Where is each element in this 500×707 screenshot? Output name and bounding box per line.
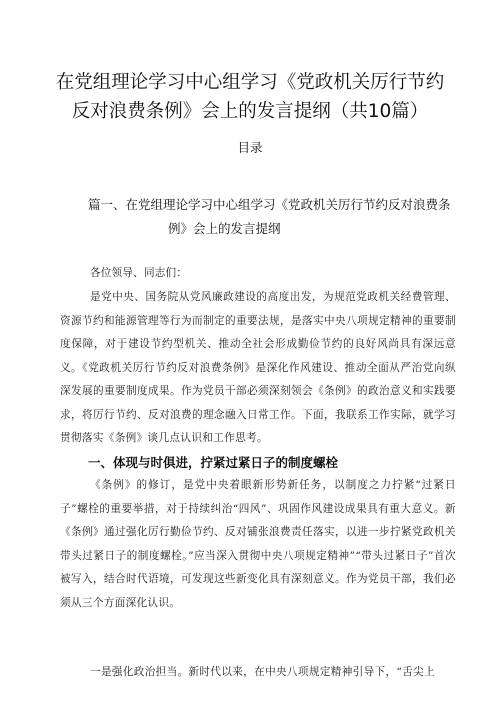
toc-heading: 目录 bbox=[237, 140, 263, 155]
title-line-1: 在党组理论学习中心组学习《党政机关厉行节约 bbox=[55, 72, 445, 93]
toc-entry-line-2: 例》会上的发言提纲 bbox=[168, 221, 281, 236]
title-line-2: 反对浪费条例》会上的发言提纲（共10篇） bbox=[71, 101, 429, 122]
paragraph-intro: 是党中央、国务院从党风廉政建设的高度出发，为规范党政机关经费管理、资源节约和能源管理等行为而制定的重要法规，是落实中央八项规定精神的重要制度保障，对于建设节约型机关、推动全社会形成勤俭节约的良好风尚具有深远意义。《党政机关厉行节约反对浪费条例》是深化作风建设、推动全面从严治党向纵深发展的重要制度成果。作为党员干部必须深刻领会《条例》的政治意义和实践要求，将厉行节约、反对浪费的理念融入日常工作。下面，我联系工作实际，就学习贯彻落实《条例》谈几点认识和工作思考。 bbox=[60, 291, 456, 444]
greeting: 各位领导、同志们： bbox=[90, 267, 188, 279]
toc-entry[interactable] bbox=[88, 193, 464, 241]
toc-entry-line-1: 篇一、在党组理论学习中心组学习《党政机关厉行节约反对浪费条 bbox=[88, 197, 451, 212]
paragraph-point-1: 一是强化政治担当。新时代以来，在中央八项规定精神引导下，“舌尖上 bbox=[90, 666, 436, 678]
section-heading-1: 一、体现与时俱进，拧紧过紧日子的制度螺栓 bbox=[88, 455, 339, 470]
paragraph-section-1: 《条例》的修订，是党中央着眼新形势新任务，以制度之力拧紧“过紧日子”螺栓的重要举措，对于持续纠治“四风”、巩固作风建设成果具有重大意义。新《条例》通过强化厉行勤俭节约、反对铺张浪费责任落实，以进一步拧紧党政机关带头过紧日子的制度螺栓。”应当深入贯彻中央八项规定精神”“带头过紧日子”首次被写入，结合时代语境，可发现这些新变化具有深刻意义。作为党员干部，我们必须从三个方面深化认识。 bbox=[60, 479, 456, 609]
document-title bbox=[40, 68, 460, 126]
